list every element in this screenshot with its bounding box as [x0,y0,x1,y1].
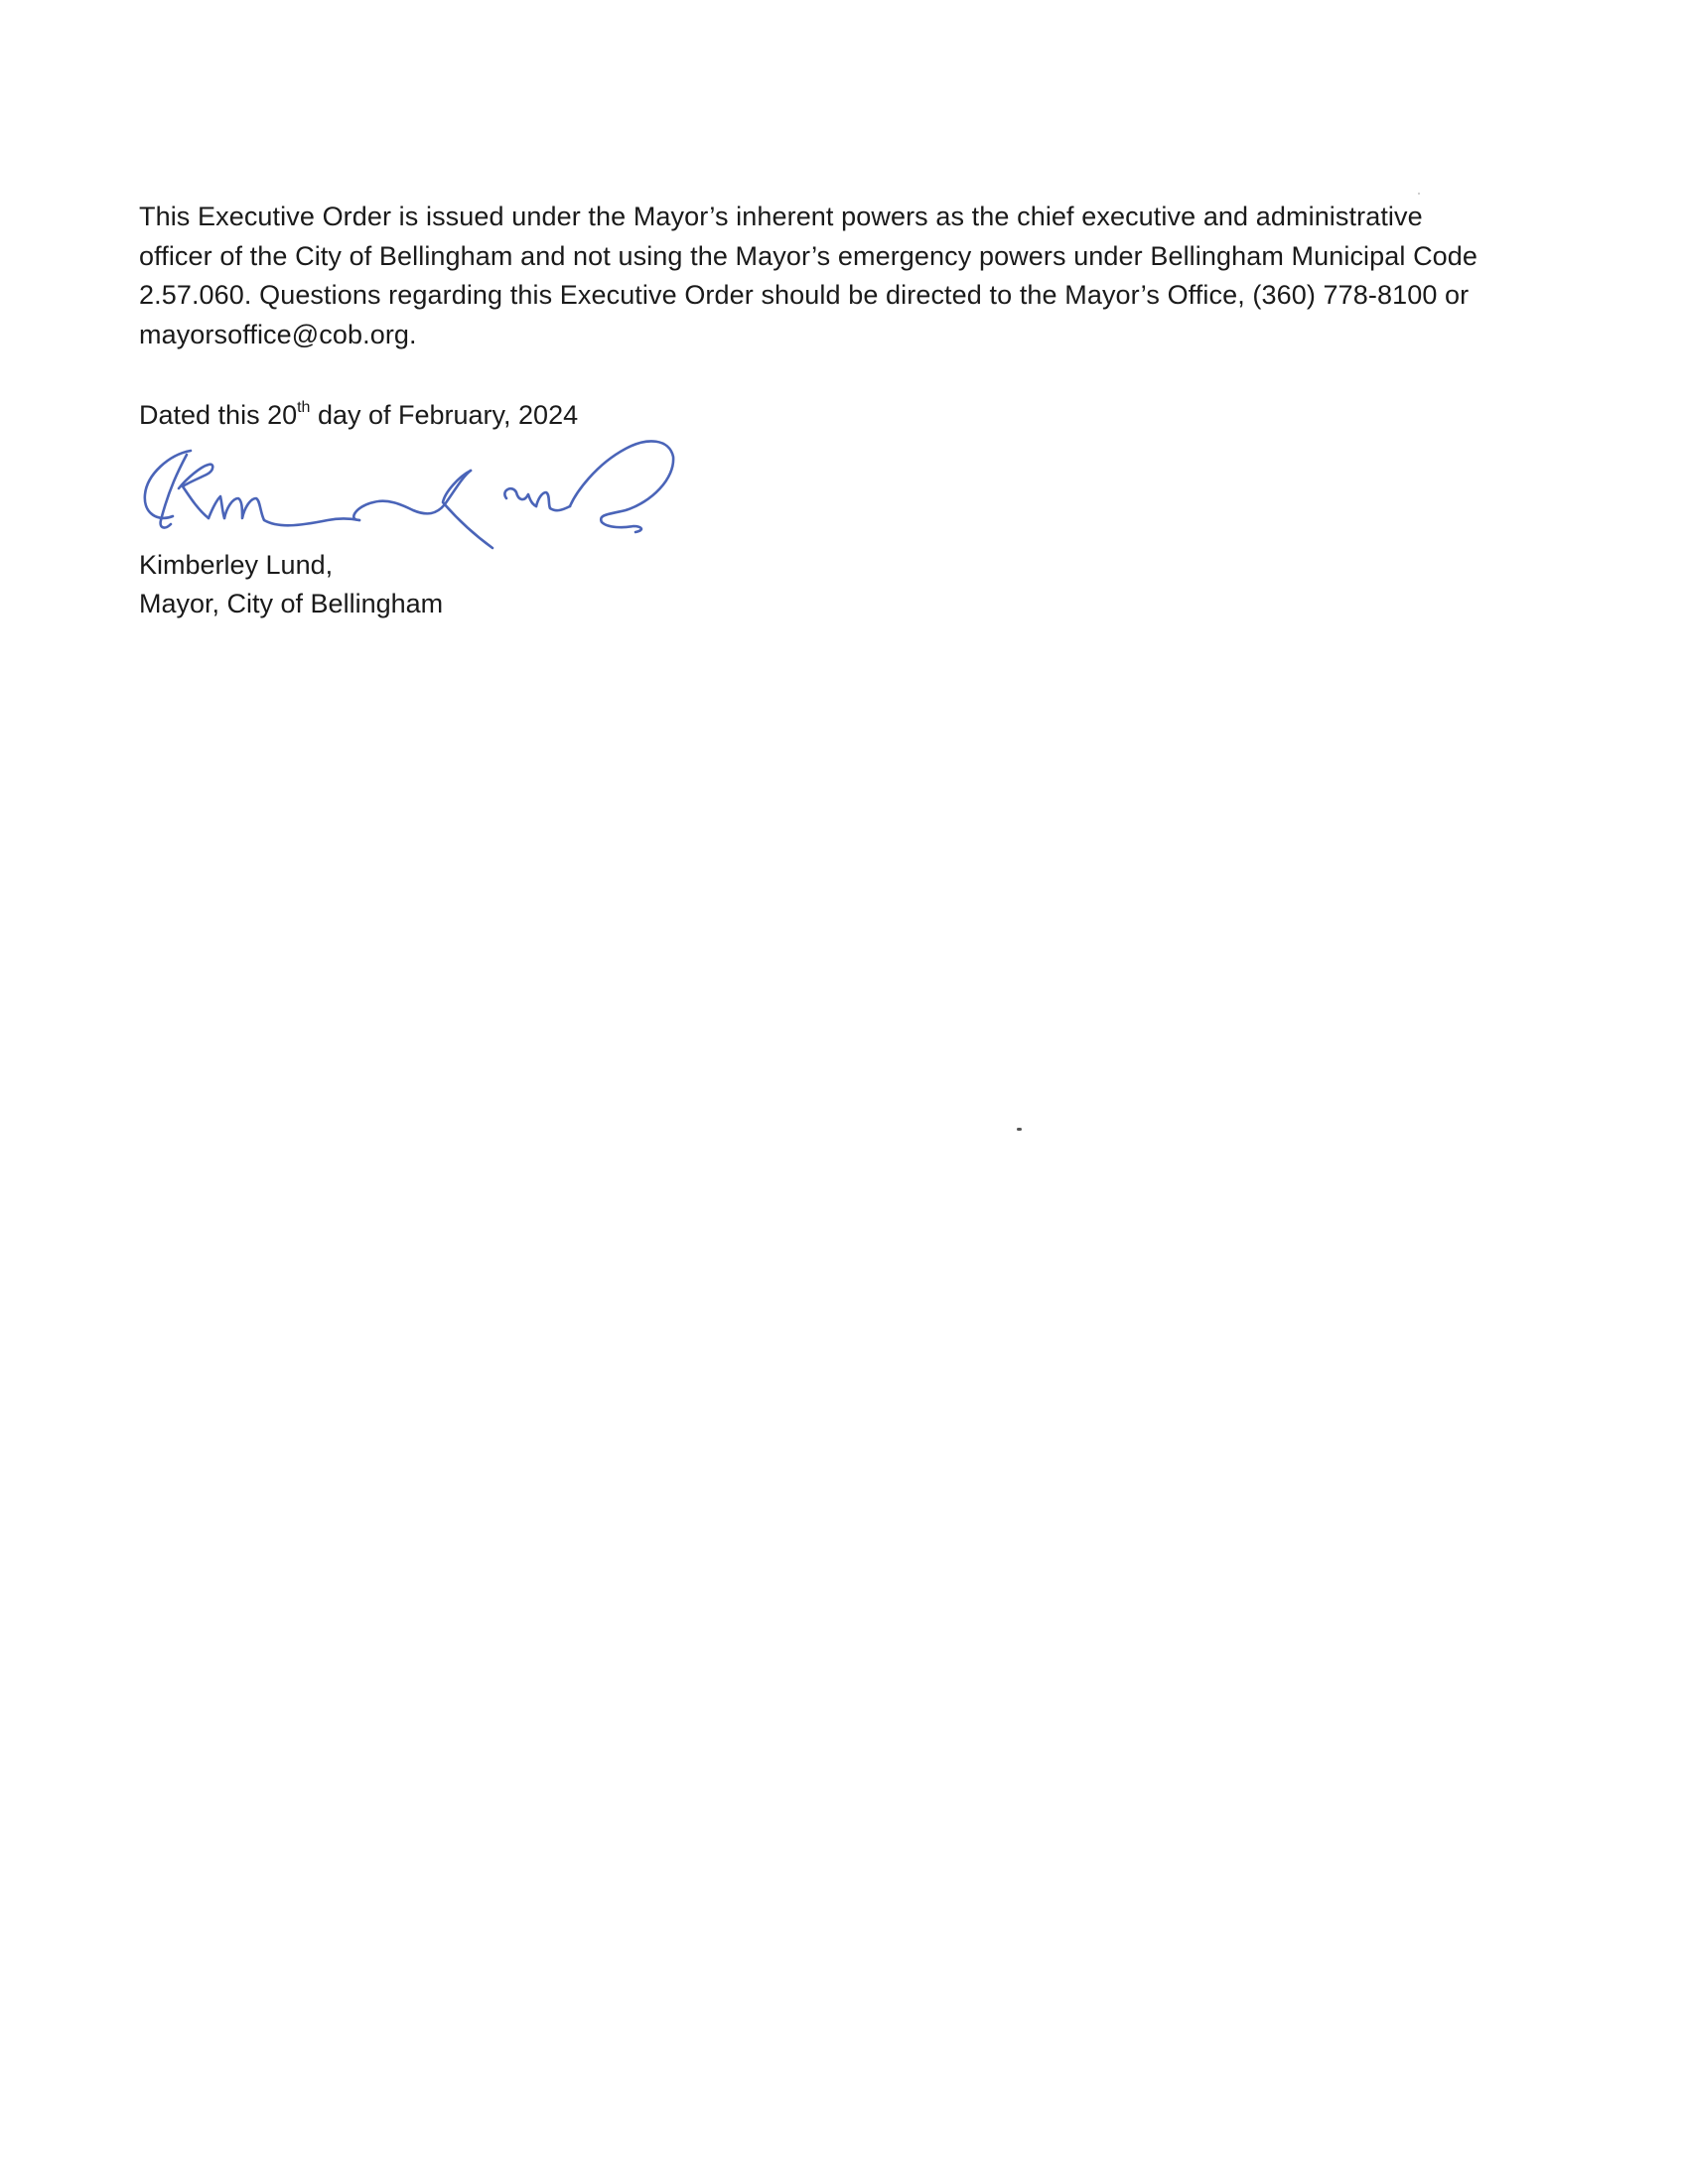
paragraph-line-2: officer of the City of Bellingham and not using the Mayor’s emergency powers under Bellingham Municipal Code [139,240,1478,271]
dated-suffix: day of February, 2024 [310,400,579,430]
scan-speck-small [1418,193,1420,195]
signer-name: Kimberley Lund, [139,550,334,580]
scan-speck [1017,1128,1022,1131]
dated-prefix: Dated this 20 [139,400,298,430]
handwritten-signature [139,425,695,554]
signer-block [139,546,443,623]
signer-title: Mayor, City of Bellingham [139,589,444,618]
paragraph-line-3: 2.57.060. Questions regarding this Executive Order should be directed to the Mayor’s Office, (360) 778-8100 or [139,280,1470,310]
order-paragraph [139,198,1569,354]
paragraph-line-4: mayorsoffice@cob.org. [139,319,417,349]
paragraph-line-1: This Executive Order is issued under the Mayor’s inherent powers as the chief executive and administrative [139,202,1423,231]
dated-superscript: th [297,399,311,416]
